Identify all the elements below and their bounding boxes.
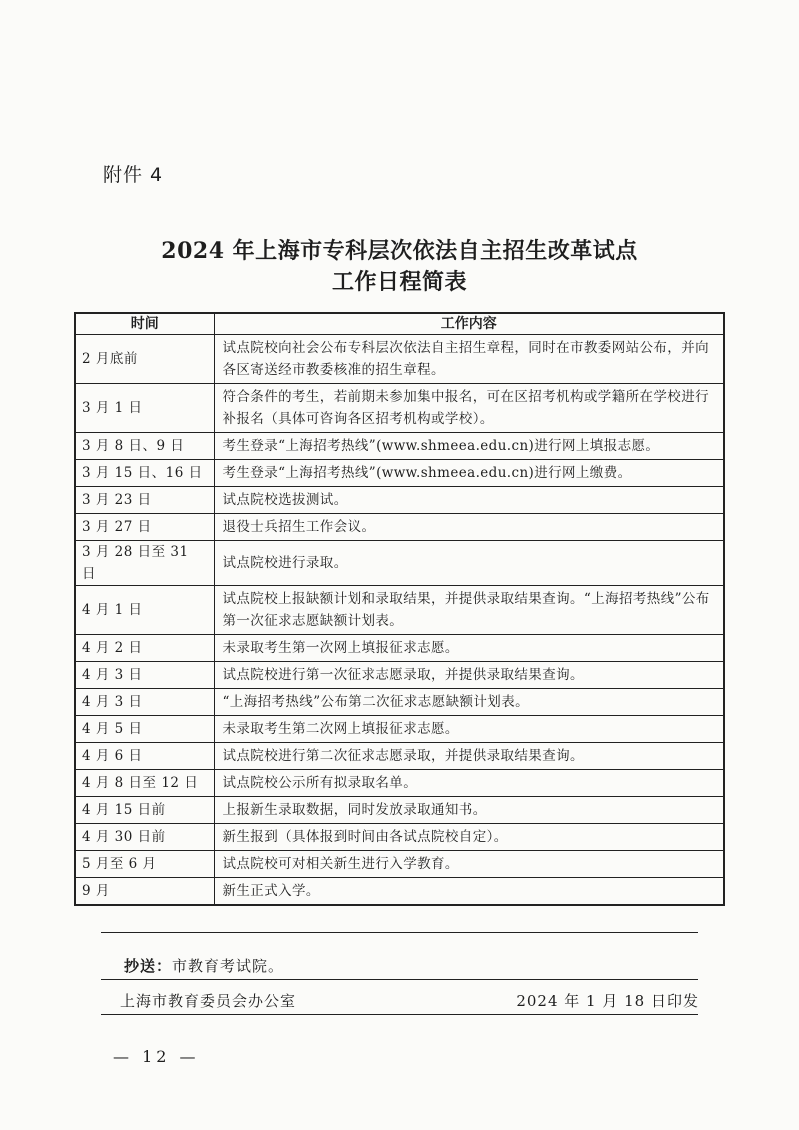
row-content: 未录取考生第二次网上填报征求志愿。 <box>214 716 724 743</box>
row-time: 4 月 3 日 <box>75 662 214 689</box>
row-content: 考生登录“上海招考热线”(www.shmeea.edu.cn)进行网上填报志愿。 <box>214 433 724 460</box>
schedule-table <box>74 312 725 906</box>
column-header-content: 工作内容 <box>214 313 724 335</box>
row-time: 4 月 2 日 <box>75 635 214 662</box>
table-row <box>75 689 724 716</box>
cc-line <box>124 955 284 976</box>
divider-top <box>101 932 698 933</box>
row-content: 试点院校进行第二次征求志愿录取，并提供录取结果查询。 <box>214 743 724 770</box>
column-header-time: 时间 <box>75 313 214 335</box>
row-time: 4 月 15 日前 <box>75 797 214 824</box>
row-content: 试点院校选拔测试。 <box>214 487 724 514</box>
table-row <box>75 433 724 460</box>
table-row <box>75 824 724 851</box>
table-row <box>75 797 724 824</box>
row-time: 4 月 5 日 <box>75 716 214 743</box>
row-content: 试点院校进行录取。 <box>214 541 724 586</box>
row-content: 符合条件的考生，若前期未参加集中报名，可在区招考机构或学籍所在学校进行补报名（具体可咨询各区招考机构或学校）。 <box>214 384 724 433</box>
document-subtitle: 工作日程简表 <box>331 269 467 295</box>
table-row <box>75 586 724 635</box>
table-row <box>75 743 724 770</box>
row-content: 新生正式入学。 <box>214 878 724 906</box>
row-time: 3 月 1 日 <box>75 384 214 433</box>
row-content: 退役士兵招生工作会议。 <box>214 514 724 541</box>
row-content: 试点院校进行第一次征求志愿录取，并提供录取结果查询。 <box>214 662 724 689</box>
row-time: 4 月 8 日至 12 日 <box>75 770 214 797</box>
row-time: 2 月底前 <box>75 335 214 384</box>
row-content: 未录取考生第一次网上填报征求志愿。 <box>214 635 724 662</box>
row-content: “上海招考热线”公布第二次征求志愿缺额计划表。 <box>214 689 724 716</box>
row-time: 4 月 30 日前 <box>75 824 214 851</box>
row-time: 5 月至 6 月 <box>75 851 214 878</box>
cc-value: 市教育考试院。 <box>172 957 285 975</box>
row-content: 试点院校向社会公布专科层次依法自主招生章程，同时在市教委网站公布，并向各区寄送经市教委核准的招生章程。 <box>214 335 724 384</box>
divider-middle <box>101 979 698 980</box>
page-number: — 12 — <box>113 1047 200 1066</box>
table-row <box>75 635 724 662</box>
table-row <box>75 662 724 689</box>
table-row <box>75 460 724 487</box>
row-content: 考生登录“上海招考热线”(www.shmeea.edu.cn)进行网上缴费。 <box>214 460 724 487</box>
cc-label: 抄送： <box>124 957 173 975</box>
divider-bottom <box>101 1014 698 1015</box>
document-title: 2024 年上海市专科层次依法自主招生改革试点 <box>161 238 638 264</box>
row-time: 9 月 <box>75 878 214 906</box>
table-row <box>75 770 724 797</box>
table-row <box>75 514 724 541</box>
attachment-label: 附件 4 <box>103 164 164 186</box>
row-time: 3 月 27 日 <box>75 514 214 541</box>
table-row <box>75 384 724 433</box>
row-time: 3 月 23 日 <box>75 487 214 514</box>
table-header-row <box>75 313 724 335</box>
table-row <box>75 878 724 906</box>
row-time: 4 月 6 日 <box>75 743 214 770</box>
row-time: 3 月 15 日、16 日 <box>75 460 214 487</box>
row-content: 上报新生录取数据，同时发放录取通知书。 <box>214 797 724 824</box>
row-content: 试点院校上报缺额计划和录取结果，并提供录取结果查询。“上海招考热线”公布第一次征求志愿缺额计划表。 <box>214 586 724 635</box>
row-content: 试点院校可对相关新生进行入学教育。 <box>214 851 724 878</box>
row-time: 3 月 8 日、9 日 <box>75 433 214 460</box>
table-row <box>75 716 724 743</box>
row-content: 试点院校公示所有拟录取名单。 <box>214 770 724 797</box>
row-time: 4 月 1 日 <box>75 586 214 635</box>
issue-date: 2024 年 1 月 18 日印发 <box>516 992 699 1010</box>
row-time: 3 月 28 日至 31 日 <box>75 541 214 586</box>
table-row <box>75 851 724 878</box>
issuer: 上海市教育委员会办公室 <box>120 992 297 1010</box>
row-content: 新生报到（具体报到时间由各试点院校自定）。 <box>214 824 724 851</box>
table-row <box>75 487 724 514</box>
table-row <box>75 335 724 384</box>
table-row <box>75 541 724 586</box>
row-time: 4 月 3 日 <box>75 689 214 716</box>
